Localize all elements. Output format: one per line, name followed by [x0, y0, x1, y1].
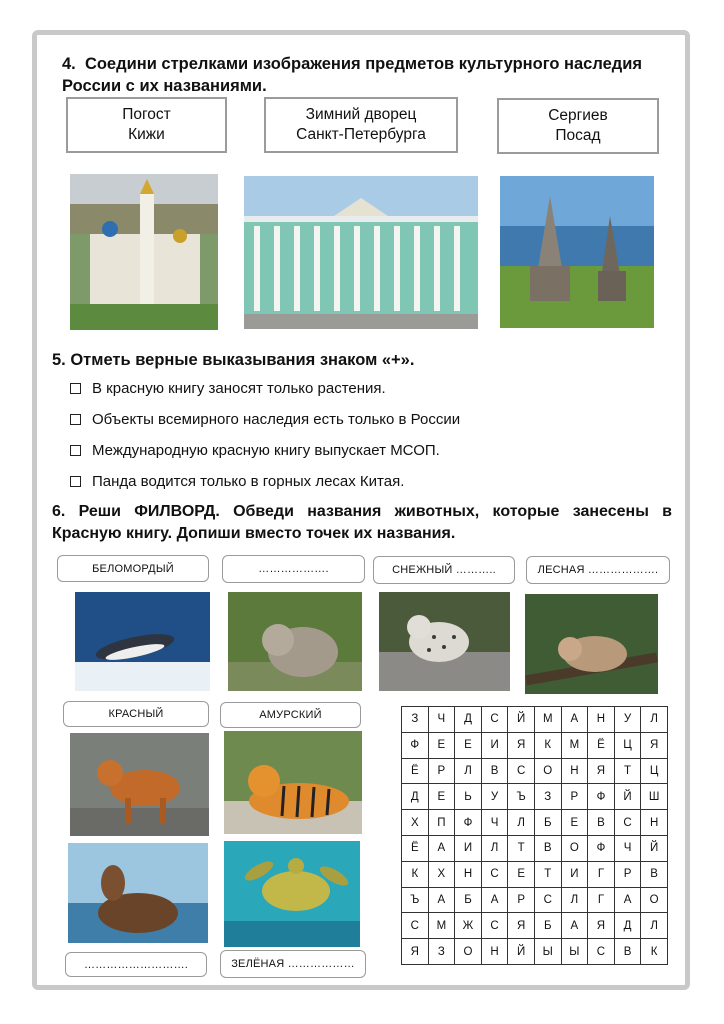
grid-row [402, 887, 668, 913]
grid-cell[interactable]: Н [481, 939, 508, 965]
grid-cell[interactable]: Ж [455, 913, 482, 939]
sea-lion-photo[interactable] [68, 843, 208, 943]
grid-cell[interactable]: Д [402, 784, 429, 810]
winter-palace-photo[interactable] [244, 176, 478, 329]
grid-cell[interactable]: Е [508, 861, 535, 887]
grid-cell[interactable]: Н [588, 707, 615, 733]
grid-cell[interactable]: С [508, 758, 535, 784]
dormouse-photo[interactable] [525, 594, 658, 694]
statement-3 [70, 442, 440, 459]
grid-cell[interactable]: Ъ [508, 784, 535, 810]
grid-cell[interactable]: Е [428, 732, 455, 758]
grid-cell[interactable]: Р [508, 887, 535, 913]
statement-4 [70, 473, 404, 490]
grid-cell[interactable]: И [455, 835, 482, 861]
grid-cell[interactable]: Р [428, 758, 455, 784]
grid-cell[interactable]: Х [402, 810, 429, 836]
grid-cell[interactable]: Н [561, 758, 588, 784]
grid-cell[interactable]: Е [428, 784, 455, 810]
task5-title: 5. Отметь верные выказывания знаком «+». [52, 351, 415, 369]
grid-cell[interactable]: Й [508, 707, 535, 733]
statement-3-checkbox[interactable] [70, 445, 81, 456]
grid-cell[interactable]: И [481, 732, 508, 758]
statement-1-checkbox[interactable] [70, 383, 81, 394]
grid-cell[interactable]: У [481, 784, 508, 810]
grid-cell[interactable]: Т [614, 758, 641, 784]
grid-cell[interactable]: С [481, 861, 508, 887]
label-green-turtle[interactable]: ЗЕЛЁНАЯ ……………… [220, 950, 366, 978]
statement-2 [70, 411, 460, 428]
grid-cell[interactable]: В [481, 758, 508, 784]
grid-cell[interactable]: Й [641, 835, 668, 861]
grid-cell[interactable]: Ц [641, 758, 668, 784]
grid-cell[interactable]: Л [455, 758, 482, 784]
red-wolf-photo[interactable] [70, 733, 209, 836]
grid-cell[interactable]: П [428, 810, 455, 836]
grid-cell[interactable]: С [534, 887, 561, 913]
grid-cell[interactable]: Ф [588, 784, 615, 810]
grid-cell[interactable]: Ё [402, 835, 429, 861]
grid-cell[interactable]: Ы [534, 939, 561, 965]
grid-cell[interactable]: А [561, 913, 588, 939]
grid-cell[interactable]: Я [402, 939, 429, 965]
grid-cell[interactable]: О [561, 835, 588, 861]
grid-cell[interactable]: Б [455, 887, 482, 913]
grid-cell[interactable]: С [614, 810, 641, 836]
statement-3-text: Международную красную книгу выпускает МСОП. [92, 442, 440, 459]
label-winter-palace[interactable]: Зимний дворец Санкт-Петербурга [264, 97, 458, 153]
grid-cell[interactable]: Н [455, 861, 482, 887]
task6-title: 6. Реши ФИЛВОРД. Обведи названия животных, которые занесены в Красную книгу. Допиши вместо точек их названия. [52, 503, 672, 542]
statement-1 [70, 380, 386, 397]
grid-row [402, 810, 668, 836]
grid-cell[interactable]: В [614, 939, 641, 965]
grid-cell[interactable]: М [561, 732, 588, 758]
grid-row [402, 861, 668, 887]
grid-cell[interactable]: Б [534, 810, 561, 836]
grid-cell[interactable]: Х [428, 861, 455, 887]
green-turtle-photo[interactable] [224, 841, 360, 947]
grid-cell[interactable]: Ф [455, 810, 482, 836]
grid-cell[interactable]: Д [455, 707, 482, 733]
statement-2-text: Объекты всемирного наследия есть только в России [92, 411, 461, 428]
grid-cell[interactable]: К [641, 939, 668, 965]
label-sergiev-posad[interactable]: Сергиев Посад [497, 98, 659, 154]
grid-cell[interactable]: О [534, 758, 561, 784]
grid-cell[interactable]: Я [508, 913, 535, 939]
grid-cell[interactable]: Я [641, 732, 668, 758]
grid-cell[interactable]: С [588, 939, 615, 965]
grid-row [402, 732, 668, 758]
label-amur-tiger[interactable]: АМУРСКИЙ [220, 702, 361, 728]
label-manul[interactable]: ………………. [222, 555, 365, 583]
grid-cell[interactable]: О [455, 939, 482, 965]
grid-row [402, 939, 668, 965]
grid-cell[interactable]: Ъ [402, 887, 429, 913]
grid-cell[interactable]: Т [508, 835, 535, 861]
manul-photo[interactable] [228, 592, 362, 691]
dolphin-photo[interactable] [75, 592, 210, 691]
grid-cell[interactable]: М [428, 913, 455, 939]
grid-cell[interactable]: Г [588, 861, 615, 887]
grid-cell[interactable]: Ч [481, 810, 508, 836]
grid-row [402, 835, 668, 861]
grid-cell[interactable]: Р [614, 861, 641, 887]
grid-cell[interactable]: З [534, 784, 561, 810]
grid-cell[interactable]: Д [614, 913, 641, 939]
grid-cell[interactable]: Л [508, 810, 535, 836]
grid-cell[interactable]: А [481, 887, 508, 913]
grid-row [402, 758, 668, 784]
statement-2-checkbox[interactable] [70, 414, 81, 425]
grid-cell[interactable]: Ч [614, 835, 641, 861]
grid-cell[interactable]: Ф [402, 732, 429, 758]
grid-row [402, 707, 668, 733]
grid-cell[interactable]: А [614, 887, 641, 913]
task4-number: 4. [62, 55, 76, 73]
label-sea-lion[interactable]: ………………………. [65, 952, 207, 977]
grid-cell[interactable]: В [534, 835, 561, 861]
grid-cell[interactable]: А [428, 887, 455, 913]
grid-cell[interactable]: Я [508, 732, 535, 758]
grid-cell[interactable]: С [481, 707, 508, 733]
grid-cell[interactable]: К [534, 732, 561, 758]
task4-title [62, 53, 674, 97]
label-snow-leopard[interactable]: СНЕЖНЫЙ ……….. [373, 556, 515, 584]
grid-cell[interactable]: С [481, 913, 508, 939]
grid-cell[interactable]: Ё [588, 732, 615, 758]
grid-cell[interactable]: Й [614, 784, 641, 810]
statement-4-text: Панда водится только в горных лесах Китая. [92, 473, 405, 490]
grid-cell[interactable]: Ф [588, 835, 615, 861]
snow-leopard-photo[interactable] [379, 592, 510, 691]
statement-4-checkbox[interactable] [70, 476, 81, 487]
sergiev-posad-photo[interactable] [70, 174, 218, 330]
grid-cell[interactable]: У [614, 707, 641, 733]
grid-cell[interactable]: Я [588, 913, 615, 939]
grid-cell[interactable]: Р [561, 784, 588, 810]
label-kizhi[interactable]: Погост Кижи [66, 97, 227, 153]
word-grid [401, 706, 668, 965]
grid-cell[interactable]: Л [641, 707, 668, 733]
grid-cell[interactable]: З [402, 707, 429, 733]
grid-cell[interactable]: Ч [428, 707, 455, 733]
grid-cell[interactable]: Л [561, 887, 588, 913]
grid-cell[interactable]: Н [641, 810, 668, 836]
grid-cell[interactable]: О [641, 887, 668, 913]
label-dolphin[interactable]: БЕЛОМОРДЫЙ [57, 555, 209, 582]
task4-text: Соедини стрелками изображения предметов культурного наследия России с их названиями. [62, 55, 643, 95]
grid-cell[interactable]: А [428, 835, 455, 861]
grid-cell[interactable]: Ё [402, 758, 429, 784]
grid-cell[interactable]: Ш [641, 784, 668, 810]
grid-cell[interactable]: Е [455, 732, 482, 758]
kizhi-photo[interactable] [500, 176, 654, 328]
amur-tiger-photo[interactable] [224, 731, 362, 834]
grid-cell[interactable]: Ц [614, 732, 641, 758]
grid-cell[interactable]: К [402, 861, 429, 887]
grid-cell[interactable]: И [561, 861, 588, 887]
grid-cell[interactable]: Б [534, 913, 561, 939]
grid-cell[interactable]: Г [588, 887, 615, 913]
grid-cell[interactable]: В [588, 810, 615, 836]
grid-cell[interactable]: Ь [455, 784, 482, 810]
grid-cell[interactable]: Л [641, 913, 668, 939]
grid-row [402, 913, 668, 939]
grid-cell[interactable]: С [402, 913, 429, 939]
grid-cell[interactable]: А [561, 707, 588, 733]
grid-cell[interactable]: Я [588, 758, 615, 784]
grid-cell[interactable]: Л [481, 835, 508, 861]
label-red-wolf[interactable]: КРАСНЫЙ [63, 701, 209, 727]
grid-cell[interactable]: З [428, 939, 455, 965]
grid-cell[interactable]: Й [508, 939, 535, 965]
grid-cell[interactable]: Ы [561, 939, 588, 965]
grid-cell[interactable]: М [534, 707, 561, 733]
grid-row [402, 784, 668, 810]
grid-cell[interactable]: Е [561, 810, 588, 836]
statement-1-text: В красную книгу заносят только растения. [92, 380, 386, 397]
label-dormouse[interactable]: ЛЕСНАЯ ………………. [526, 556, 670, 584]
grid-cell[interactable]: В [641, 861, 668, 887]
grid-cell[interactable]: Т [534, 861, 561, 887]
